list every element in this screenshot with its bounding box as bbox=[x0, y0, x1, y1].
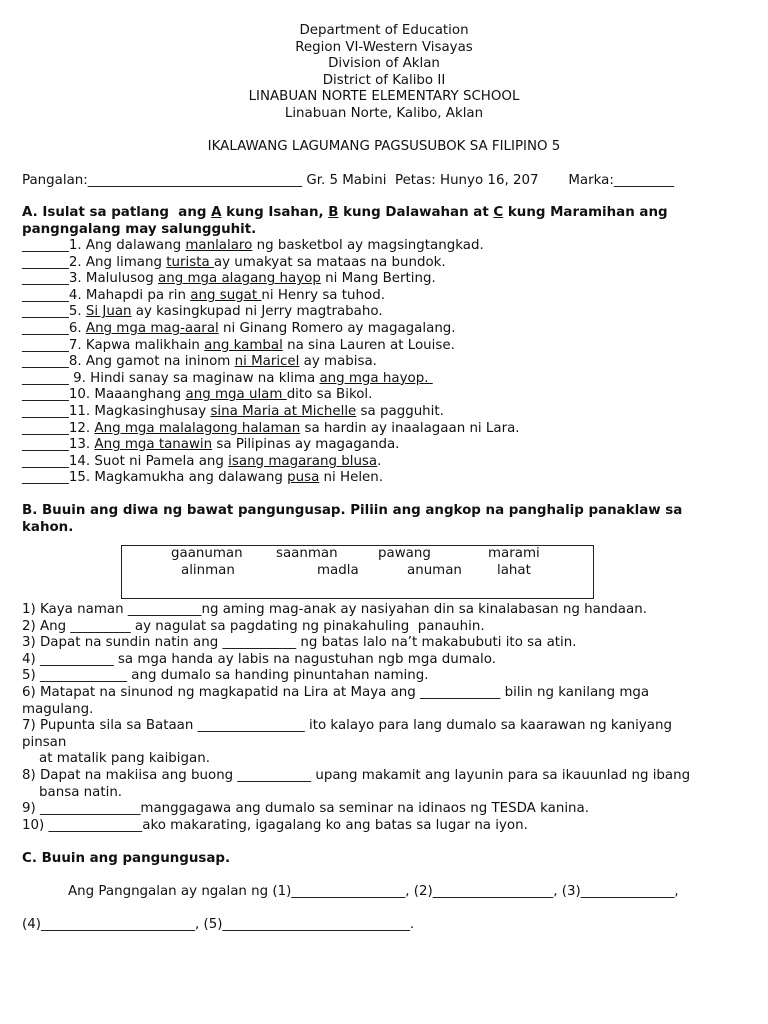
underlined-noun: pusa bbox=[287, 470, 320, 486]
item-text: _______3. Malulusog bbox=[22, 271, 158, 287]
item-text: _______5. bbox=[22, 304, 86, 320]
item-a-6 bbox=[22, 321, 456, 338]
item-text: . bbox=[377, 453, 382, 469]
item-a-14 bbox=[22, 454, 381, 471]
underlined-noun: ang mga alagang hayop bbox=[158, 271, 321, 287]
item-text: _______ 9. Hindi sanay sa maginaw na klima bbox=[22, 370, 320, 386]
item-text: _______14. Suot ni Pamela ang bbox=[22, 453, 229, 469]
item-a-3 bbox=[22, 271, 436, 288]
item-text: sa hardin ay inaalagaan ni Lara. bbox=[300, 420, 520, 436]
item-text: _______10. Maaanghang bbox=[22, 387, 186, 403]
underlined-noun: ni Maricel bbox=[234, 354, 300, 370]
word-marami: marami bbox=[488, 546, 540, 561]
header-division: Division of Aklan bbox=[328, 56, 440, 71]
item-a-5 bbox=[22, 304, 383, 321]
item-text: _______1. Ang dalawang bbox=[22, 238, 186, 253]
word-anuman: anuman bbox=[407, 563, 462, 578]
grade-section: Gr. 5 Mabini bbox=[306, 173, 387, 188]
section-c-line-2: (4)_______________________, (5)____________________________. bbox=[22, 917, 415, 932]
underlined-noun: isang magarang blusa bbox=[228, 453, 378, 469]
marka-label: Marka: bbox=[568, 173, 614, 188]
petsa: Petas: Hunyo 16, 207 bbox=[394, 173, 539, 188]
section-c-line-1: Ang Pangngalan ay ngalan ng (1)_________________, (2)__________________, (3)______________, bbox=[68, 884, 679, 899]
item-text: ay umakyat sa mataas na bundok. bbox=[213, 254, 446, 270]
item-text: _______11. Magkasinghusay bbox=[22, 404, 211, 419]
instr-c: C bbox=[493, 205, 504, 220]
item-a-13 bbox=[22, 437, 399, 454]
underlined-noun: ang kambal bbox=[204, 337, 283, 353]
word-alinman: alinman bbox=[181, 563, 235, 578]
item-text: na sina Lauren at Louise. bbox=[282, 337, 455, 353]
word-lahat: lahat bbox=[497, 563, 531, 578]
item-b-line-11: 8) Dapat na makiisa ang buong ___________ upang makamit ang layunin para sa ikauunlad ng ibang bbox=[22, 768, 691, 783]
item-a-9 bbox=[22, 371, 433, 388]
item-b-line-13: 9) _______________manggagawa ang dumalo sa seminar na idinaos ng TESDA kanina. bbox=[22, 801, 589, 817]
item-b-line-9: pinsan bbox=[22, 734, 67, 750]
underlined-noun: turista bbox=[166, 254, 214, 270]
item-a-12 bbox=[22, 421, 520, 438]
pangalan-blank: ________________________________ bbox=[87, 173, 303, 188]
item-a-10 bbox=[22, 387, 372, 404]
item-text: _______4. Mahapdi pa rin bbox=[22, 287, 191, 303]
section-b-title: B. Buuin ang diwa ng bawat pangungusap. Piliin ang angkop na panghalip panaklaw sa bbox=[22, 503, 683, 518]
word-gaanuman: gaanuman bbox=[171, 546, 243, 561]
section-a-instruction-cont: pangngalang may salungguhit. bbox=[22, 221, 257, 237]
item-text: _______15. Magkamukha ang dalawang bbox=[22, 470, 288, 486]
item-text: _______8. Ang gamot na ininom bbox=[22, 354, 235, 370]
item-a-11 bbox=[22, 404, 444, 421]
pangalan-label: Pangalan: bbox=[22, 173, 88, 188]
underlined-noun: Ang mga malalagong halaman bbox=[94, 420, 301, 436]
header-department: Department of Education bbox=[299, 23, 469, 38]
item-b-line-3: 3) Dapat na sundin natin ang ___________ ng batas lalo na’t makabubuti ito sa atin. bbox=[22, 635, 577, 651]
item-a-1 bbox=[22, 238, 484, 255]
word-madla: madla bbox=[317, 563, 359, 578]
section-c-title: C. Buuin ang pangungusap. bbox=[22, 851, 231, 866]
item-text: ay mabisa. bbox=[299, 354, 377, 370]
info-line bbox=[22, 173, 674, 190]
item-text: _______2. Ang limang bbox=[22, 254, 167, 270]
item-text: _______6. bbox=[22, 321, 86, 336]
item-text: dito sa Bikol. bbox=[286, 387, 373, 403]
item-b-line-1: 1) Kaya naman ___________ng aming mag-anak ay nasiyahan din sa kinalabasan ng handaan. bbox=[22, 602, 647, 617]
instr-part: A. Isulat sa patlang ang bbox=[22, 205, 212, 220]
item-b-line-5: 5) _____________ ang dumalo sa handing pinuntahan naming. bbox=[22, 668, 429, 684]
header-school: LINABUAN NORTE ELEMENTARY SCHOOL bbox=[248, 89, 520, 104]
item-text: ng basketbol ay magsingtangkad. bbox=[252, 238, 484, 253]
item-text: sa Pilipinas ay magaganda. bbox=[212, 437, 400, 453]
item-b-line-6: 6) Matapat na sinunod ng magkapatid na Lira at Maya ang ____________ bilin ng kanilang mga bbox=[22, 685, 650, 700]
item-b-line-7: magulang. bbox=[22, 701, 94, 717]
underlined-noun: Si Juan bbox=[85, 304, 132, 320]
instr-part: kung Isahan, bbox=[221, 205, 329, 220]
item-b-line-2: 2) Ang _________ ay nagulat sa pagdating ng pinakahuling panauhin. bbox=[22, 618, 485, 634]
underlined-noun: ang sugat bbox=[190, 287, 262, 303]
instr-b: B bbox=[328, 205, 339, 220]
marka-blank: _________ bbox=[613, 173, 675, 188]
item-b-line-14: 10) ______________ako makarating, igagalang ko ang batas sa lugar na iyon. bbox=[22, 817, 528, 833]
instr-part: kung Dalawahan at bbox=[338, 205, 494, 220]
item-text: ay kasingkupad ni Jerry magtrabaho. bbox=[131, 304, 383, 320]
header-address: Linabuan Norte, Kalibo, Aklan bbox=[284, 105, 484, 121]
item-a-4 bbox=[22, 288, 385, 305]
item-text: _______7. Kapwa malikhain bbox=[22, 337, 205, 353]
underlined-noun: manlalaro bbox=[185, 238, 253, 253]
item-a-7 bbox=[22, 338, 455, 355]
underlined-noun: Ang mga mag-aaral bbox=[85, 321, 219, 336]
item-a-2 bbox=[22, 255, 446, 272]
item-b-line-4: 4) ___________ sa mga handa ay labis na nagustuhan ngb mga dumalo. bbox=[22, 651, 496, 667]
item-text: ni Mang Berting. bbox=[320, 271, 436, 287]
underlined-noun: sina Maria at Michelle bbox=[210, 404, 357, 419]
item-text: ni Helen. bbox=[319, 470, 384, 486]
instr-part: kung Maramihan ang bbox=[503, 205, 668, 220]
item-b-line-10: at matalik pang kaibigan. bbox=[22, 751, 210, 767]
item-text: ni Ginang Romero ay magagalang. bbox=[218, 321, 456, 336]
item-a-8 bbox=[22, 354, 377, 371]
item-text: ni Henry sa tuhod. bbox=[261, 287, 385, 303]
instr-a: A bbox=[211, 205, 222, 220]
item-b-line-12: bansa natin. bbox=[22, 784, 123, 800]
underlined-noun: ang mga ulam bbox=[185, 387, 287, 403]
item-text: _______12. bbox=[22, 420, 95, 436]
section-a-instruction bbox=[22, 205, 668, 222]
test-title: IKALAWANG LAGUMANG PAGSUSUBOK SA FILIPINO 5 bbox=[207, 139, 561, 154]
header-region: Region VI-Western Visayas bbox=[295, 39, 473, 55]
item-text: sa pagguhit. bbox=[356, 404, 444, 419]
section-b-title-cont: kahon. bbox=[22, 519, 74, 535]
item-b-line-8: 7) Pupunta sila sa Bataan ________________ ito kalayo para lang dumalo sa kaarawan ng kaniyang bbox=[22, 718, 672, 734]
underlined-noun: Ang mga tanawin bbox=[94, 437, 213, 453]
item-a-15 bbox=[22, 470, 383, 487]
word-saanman: saanman bbox=[276, 546, 338, 561]
word-pawang: pawang bbox=[378, 546, 431, 561]
header-district: District of Kalibo II bbox=[322, 72, 446, 88]
item-text: _______13. bbox=[22, 437, 95, 453]
underlined-noun: ang mga hayop. bbox=[319, 370, 433, 386]
